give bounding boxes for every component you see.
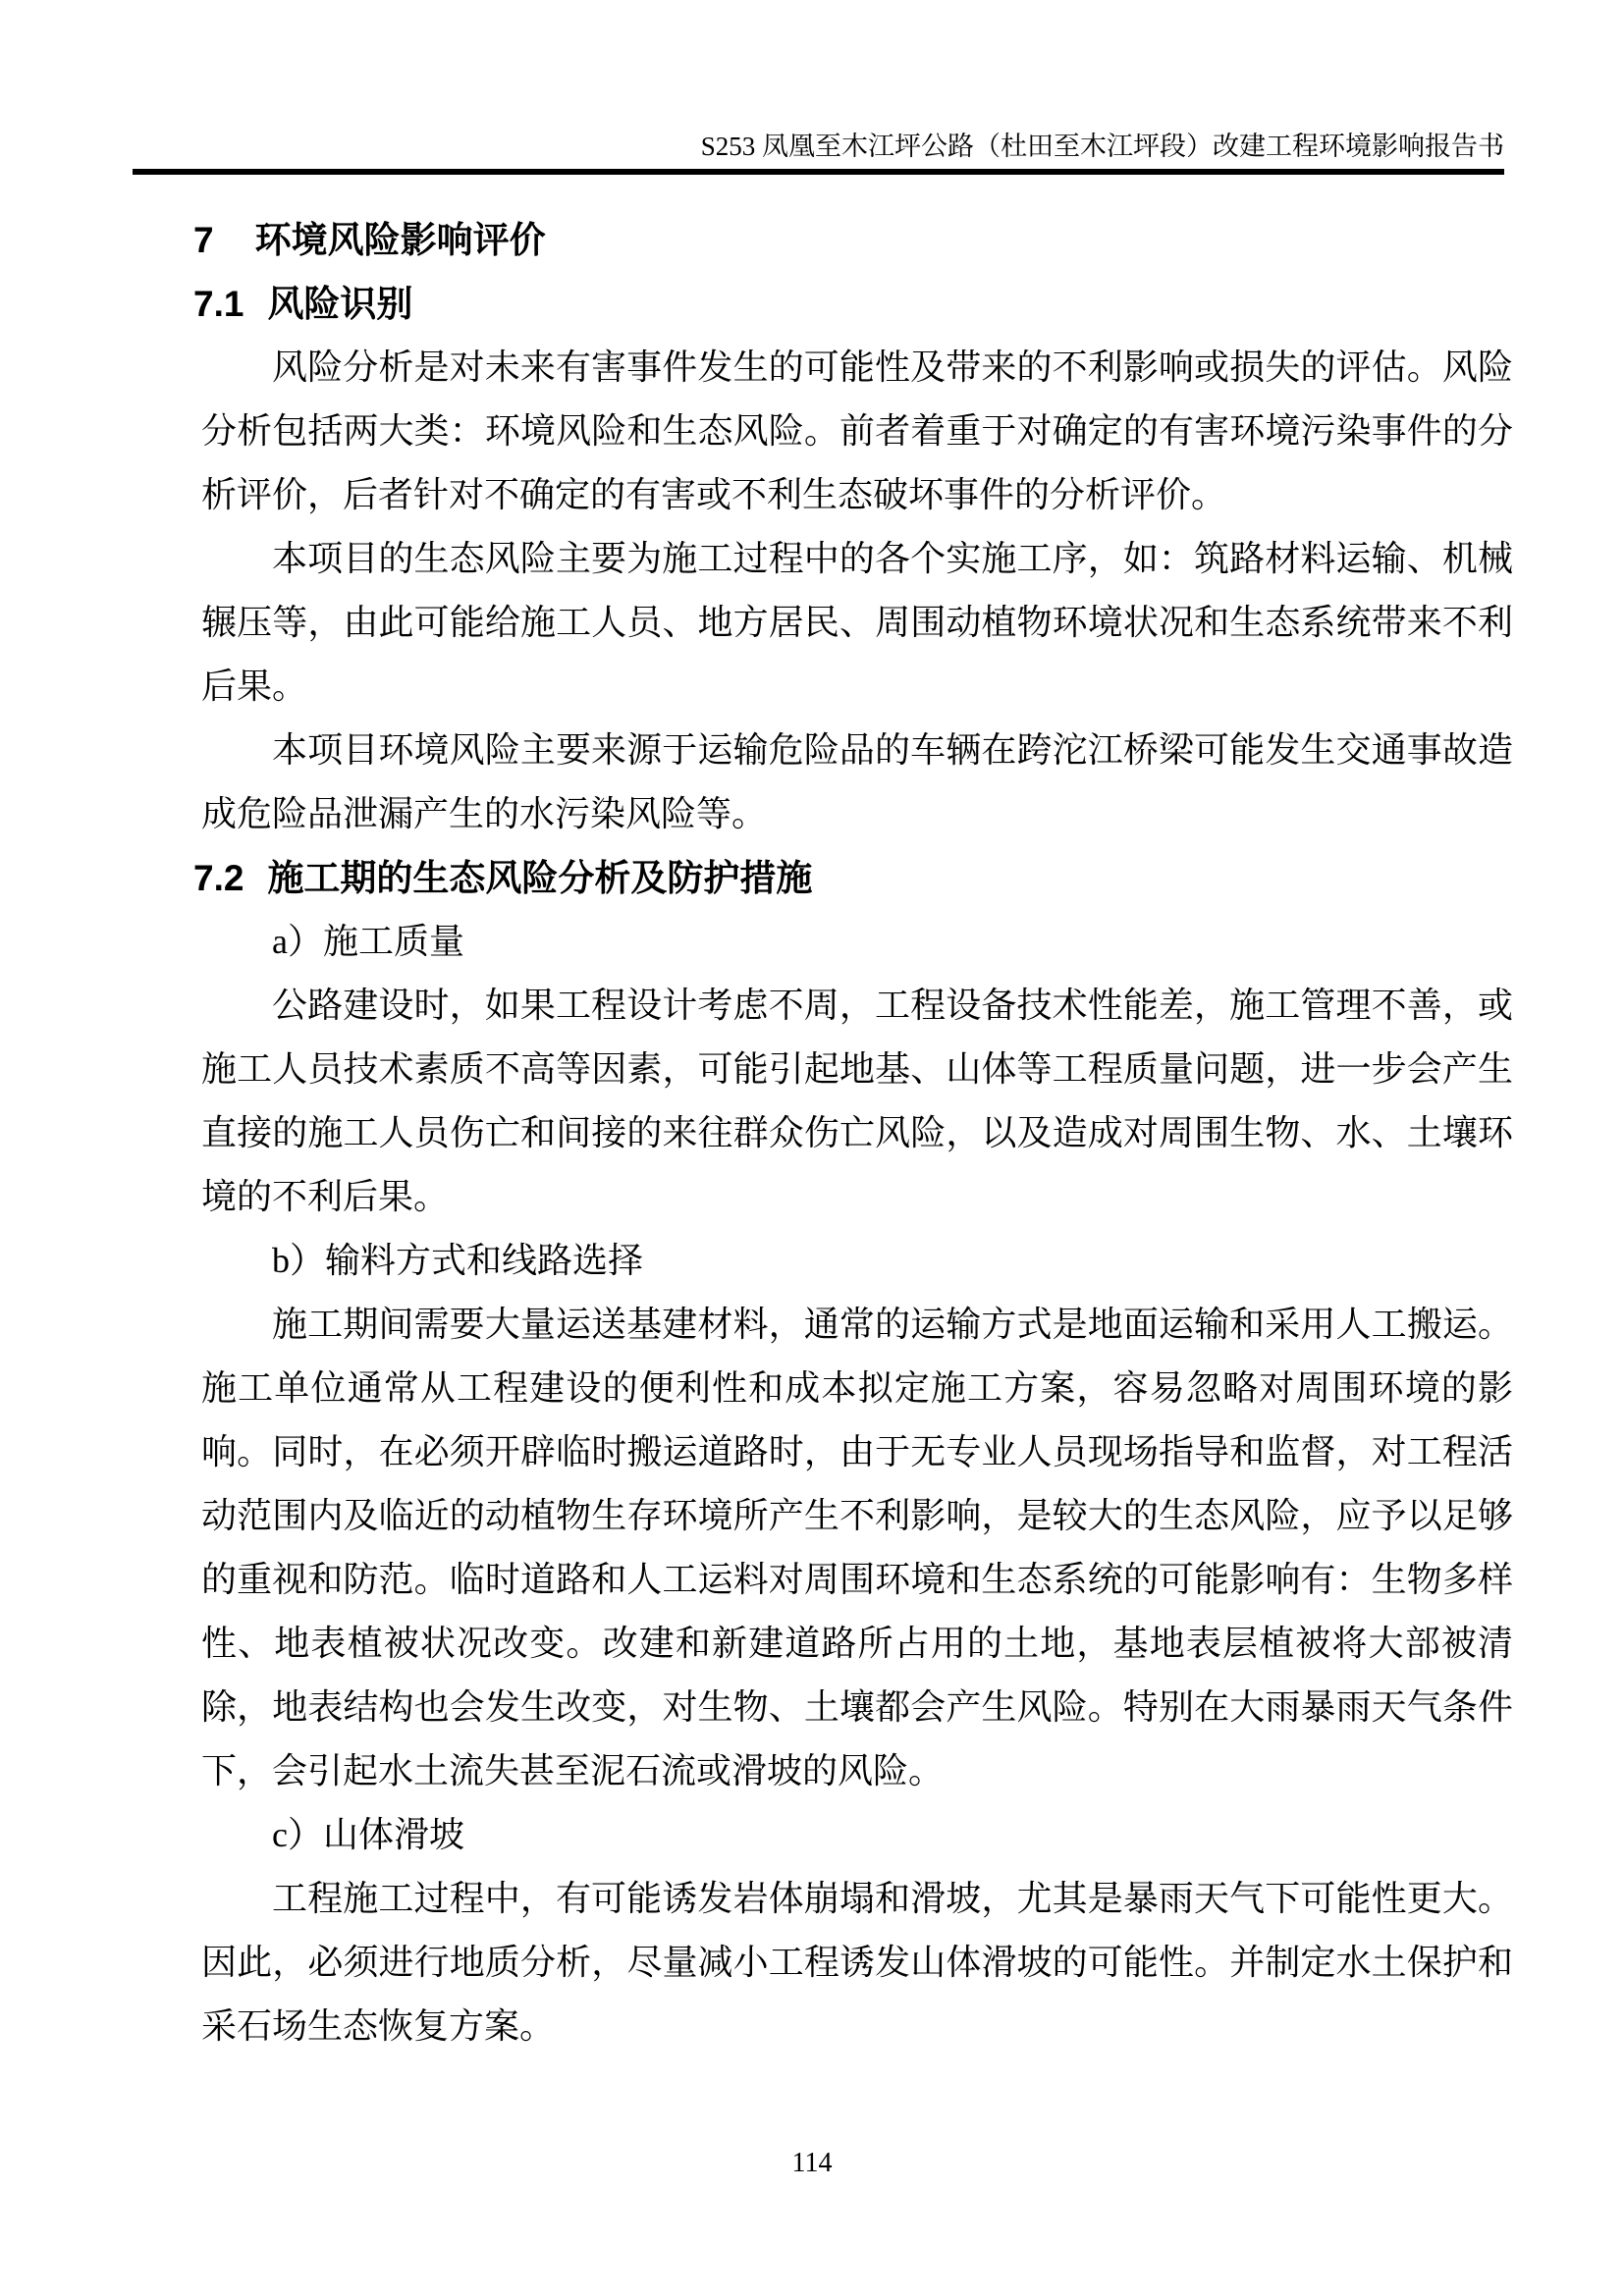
page-header bbox=[133, 130, 1504, 163]
paragraph-material-transport: 施工期间需要大量运送基建材料，通常的运输方式是地面运输和采用人工搬运。施工单位通常从工程建设的便利性和成本拟定施工方案，容易忽略对周围环境的影响。同时，在必须开辟临时搬运道路时，由于无专业人员现场指导和监督，对工程活动范围内及临近的动植物生存环境所产生不利影响，是较大的生态风险，应予以足够的重视和防范。临时道路和人工运料对周围环境和生态系统的可能影响有：生物多样性、地表植被状况改变。改建和新建道路所占用的土地，基地表层植被将大部被清除，地表结构也会发生改变，对生物、土壤都会产生风险。特别在大雨暴雨天气条件下，会引起水土流失甚至泥石流或滑坡的风险。 bbox=[201, 1305, 1513, 1790]
header-rule bbox=[133, 169, 1504, 175]
page-footer bbox=[0, 2146, 1624, 2181]
paragraph-risk-definition: 风险分析是对未来有害事件发生的可能性及带来的不利影响或损失的评估。风险分析包括两大类：环境风险和生态风险。前者着重于对确定的有害环境污染事件的分析评价，后者针对不确定的有害或不利生态破坏事件的分析评价。 bbox=[201, 347, 1513, 514]
page-number: 114 bbox=[791, 2148, 833, 2178]
paragraph-ecological-risk: 本项目的生态风险主要为施工过程中的各个实施工序，如：筑路材料运输、机械辗压等，由此可能给施工人员、地方居民、周围动植物环境状况和生态系统带来不利后果。 bbox=[201, 539, 1513, 706]
heading-7-2-title: 施工期的生态风险分析及防护措施 bbox=[267, 858, 813, 898]
heading-7-1-number: 7.1 bbox=[193, 284, 244, 324]
heading-7-2-number: 7.2 bbox=[193, 858, 244, 898]
paragraph-construction-quality: 公路建设时，如果工程设计考虑不周，工程设备技术性能差，施工管理不善，或施工人员技术素质不高等因素，可能引起地基、山体等工程质量问题，进一步会产生直接的施工人员伤亡和间接的来往群众伤亡风险，以及造成对周围生物、水、土壤环境的不利后果。 bbox=[201, 986, 1513, 1216]
subheading-c-landslide: c）山体滑坡 bbox=[272, 1815, 464, 1854]
paragraph-landslide: 工程施工过程中，有可能诱发岩体崩塌和滑坡，尤其是暴雨天气下可能性更大。因此，必须进行地质分析，尽量减小工程诱发山体滑坡的可能性。并制定水土保护和采石场生态恢复方案。 bbox=[201, 1879, 1513, 2046]
heading-7-2 bbox=[193, 846, 1513, 910]
heading-7-number: 7 bbox=[193, 220, 214, 260]
heading-7-1-title: 风险识别 bbox=[267, 284, 413, 324]
heading-7-1 bbox=[193, 272, 1513, 336]
document-body bbox=[193, 208, 1513, 2058]
subheading-a-construction-quality: a）施工质量 bbox=[272, 922, 464, 961]
paragraph-environmental-risk: 本项目环境风险主要来源于运输危险品的车辆在跨沱江桥梁可能发生交通事故造成危险品泄漏产生的水污染风险等。 bbox=[201, 730, 1513, 833]
heading-chapter-7 bbox=[193, 208, 1513, 272]
subheading-b-material-transport: b）输料方式和线路选择 bbox=[272, 1241, 644, 1280]
header-title: S253 凤凰至木江坪公路（杜田至木江坪段）改建工程环境影响报告书 bbox=[700, 132, 1504, 161]
heading-7-title: 环境风险影响评价 bbox=[254, 220, 546, 260]
